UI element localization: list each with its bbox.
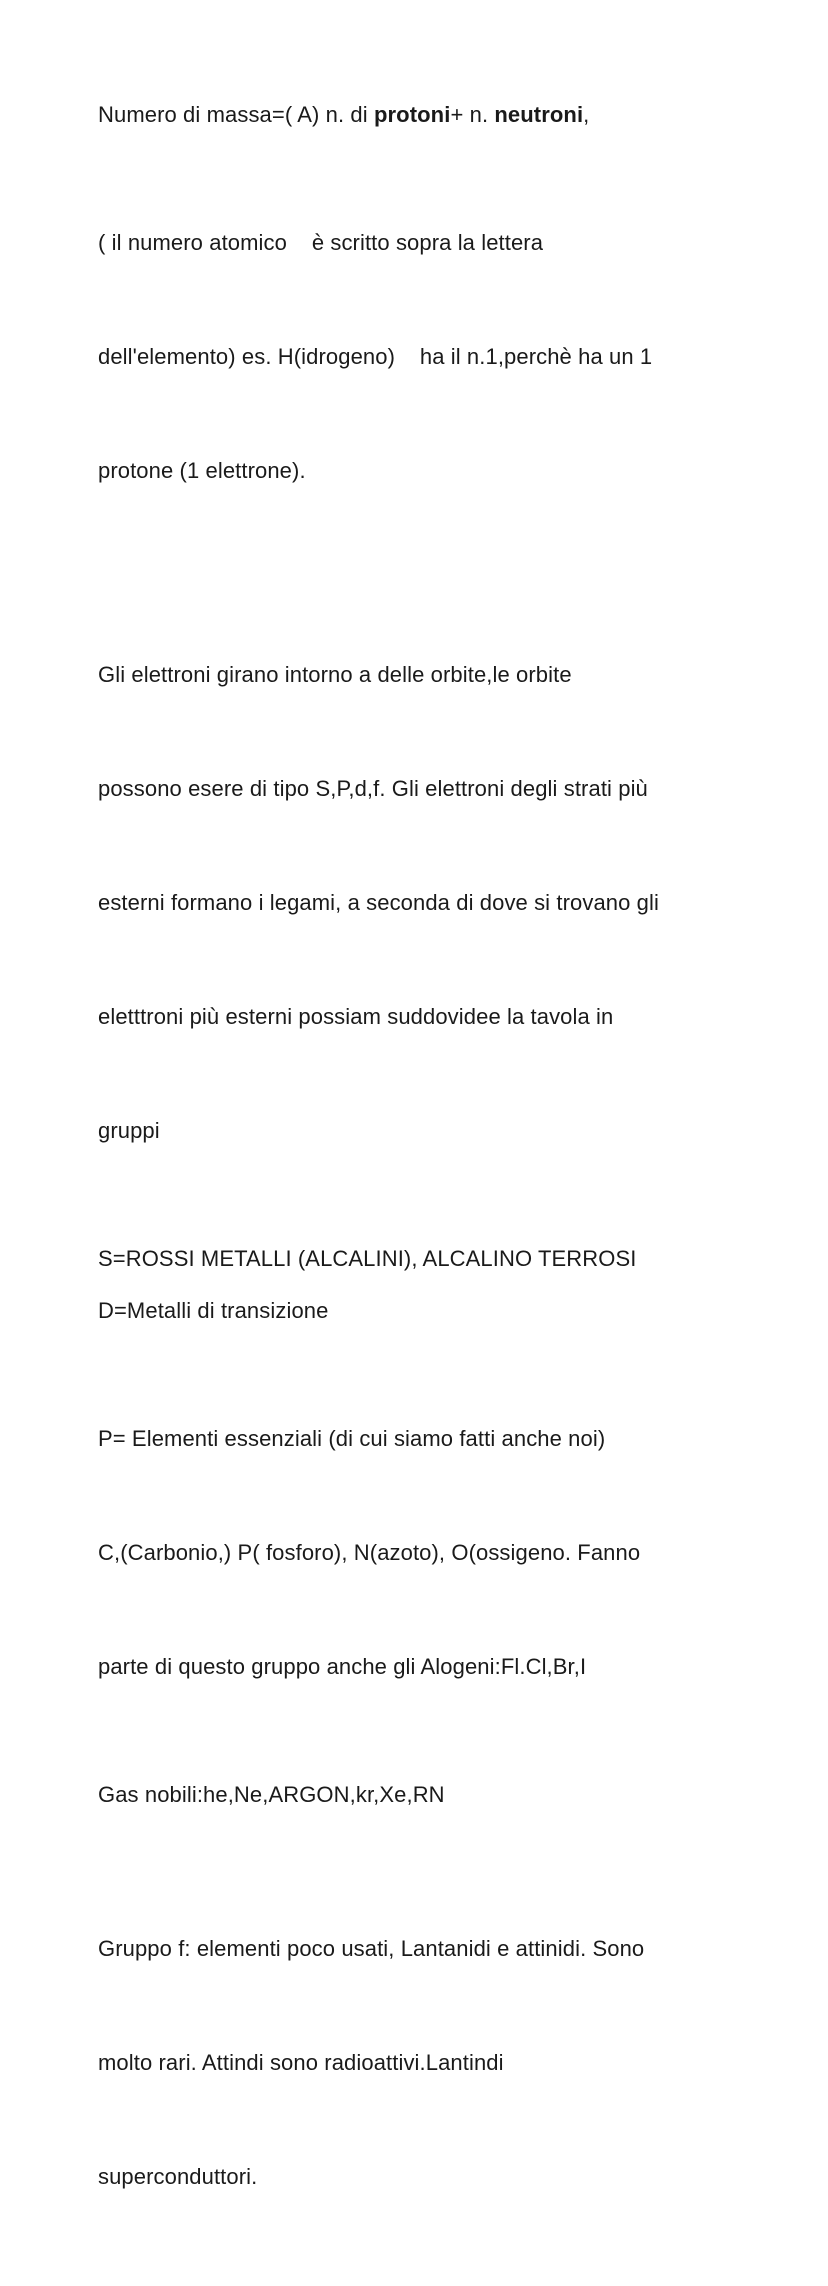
paragraph-line: protone (1 elettrone). [98, 458, 306, 483]
mass-number-text-c: , [583, 102, 590, 127]
electrons-paragraph [98, 580, 758, 1226]
group-p-paragraph [98, 1344, 758, 1762]
group-f-paragraph [98, 1854, 758, 2272]
paragraph-line: Gruppo f: elementi poco usati, Lantanidi e attinidi. Sono [98, 1936, 645, 1961]
paragraph-line: dell'elemento) es. H(idrogeno) ha il n.1,perchè ha un 1 [98, 344, 653, 369]
paragraph-line: molto rari. Attindi sono radioattivi.Lantindi [98, 2050, 504, 2075]
paragraph-line: superconduttori. [98, 2164, 258, 2189]
paragraph-line: possono esere di tipo S,P,d,f. Gli elettroni degli strati più [98, 776, 648, 801]
document-body [98, 96, 758, 2286]
atomic-number-paragraph [98, 148, 758, 566]
neutroni-bold: neutroni [494, 102, 584, 127]
mass-number-paragraph [98, 96, 758, 134]
paragraph-line: eletttroni più esterni possiam suddovidee la tavola in [98, 1004, 614, 1029]
mass-number-text-a: Numero di massa=( A) n. di [98, 102, 374, 127]
paragraph-line: parte di questo gruppo anche gli Alogeni:Fl.Cl,Br,I [98, 1654, 587, 1679]
group-d-paragraph: D=Metalli di transizione [98, 1298, 329, 1323]
paragraph-line: P= Elementi essenziali (di cui siamo fatti anche noi) [98, 1426, 606, 1451]
paragraph-line: Gli elettroni girano intorno a delle orbite,le orbite [98, 662, 572, 687]
paragraph-line: ( il numero atomico è scritto sopra la lettera [98, 230, 544, 255]
protoni-bold: protoni [373, 102, 451, 127]
group-s-paragraph: S=ROSSI METALLI (ALCALINI), ALCALINO TERROSI [98, 1246, 637, 1271]
mass-number-text-b: + n. [450, 102, 495, 127]
paragraph-line: C,(Carbonio,) P( fosforo), N(azoto), O(ossigeno. Fanno [98, 1540, 641, 1565]
noble-gases-paragraph: Gas nobili:he,Ne,ARGON,kr,Xe,RN [98, 1782, 445, 1807]
paragraph-line: gruppi [98, 1118, 160, 1143]
paragraph-line: esterni formano i legami, a seconda di dove si trovano gli [98, 890, 659, 915]
